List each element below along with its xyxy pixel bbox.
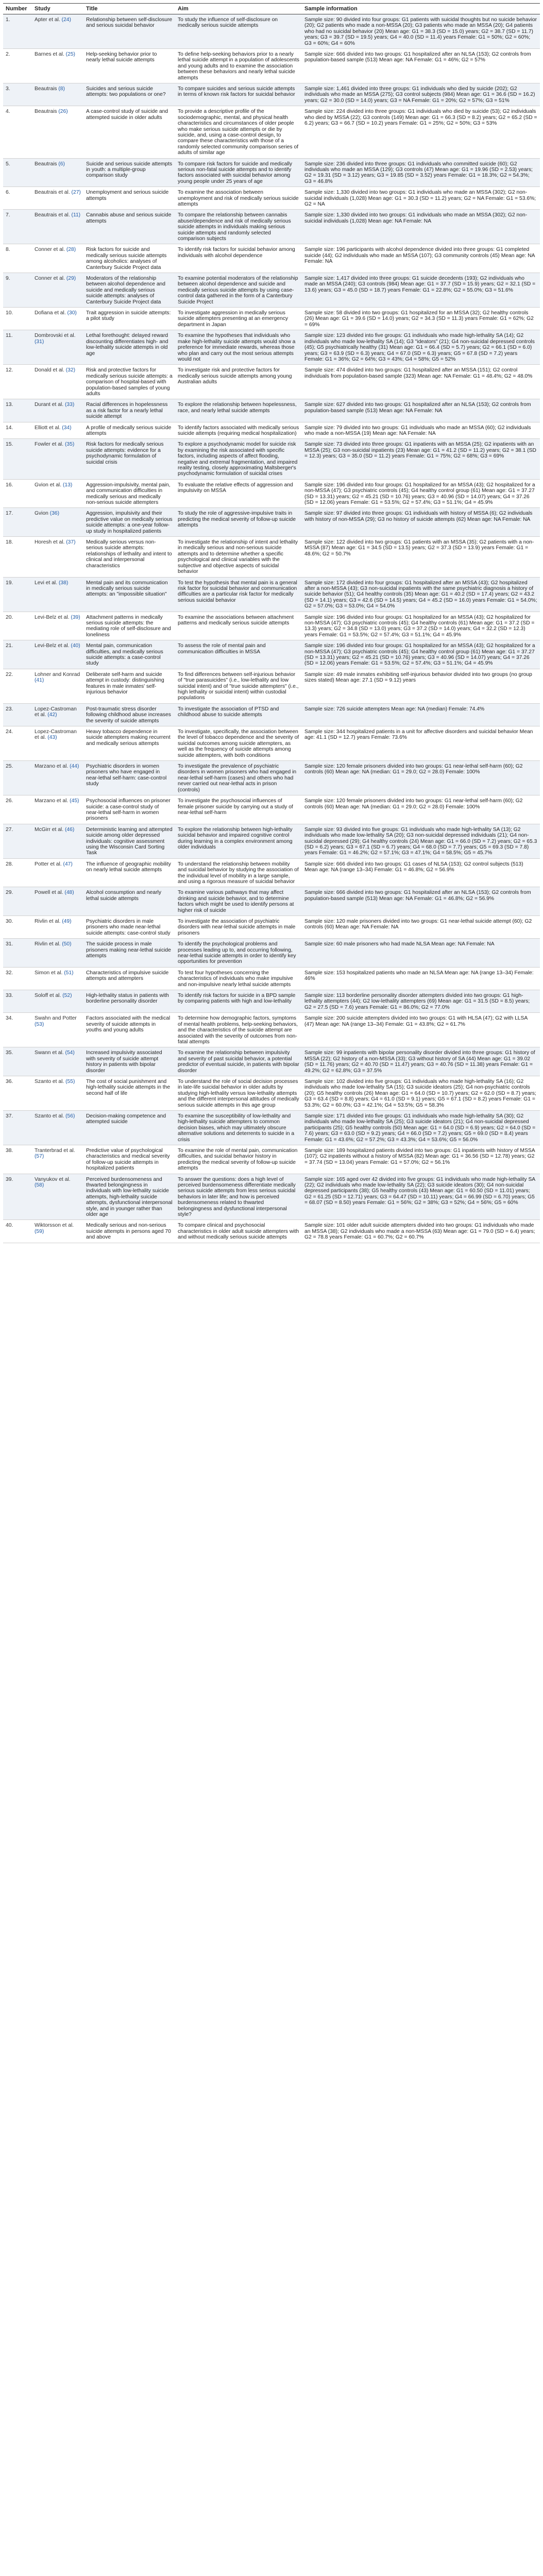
- row-study: Lopez-Castroman et al. (43): [32, 726, 83, 761]
- row-study: Dombrovski et al. (31): [32, 330, 83, 365]
- table-row: [3, 14, 540, 49]
- row-sample-information: Sample size: 189 hospitalized patients divided into two groups: G1 inpatients with history of MSSA (107); G2 inpatients without a history of MSSA (82) Mean age: G1 = 36.56 (SD = 12.78) years; G2 = 37.74 (SD = 13.04) years Female: G1 = 57.0%; G2 = 56.1%: [302, 1145, 540, 1174]
- row-sample-information: Sample size: 93 divided into five groups: G1 individuals who made high-lethality SA (13); G2 individuals who made low-lethality SA (20); G3 non-suicidal depressed individuals (21); G4 non-suicidal depressed (29); G4 healthy controls (24) Mean age: G1 = 66.0 (SD = 7.2) years; G2 = 65.3 (SD = 6.2) years; G3 = 67.1 (SD = 6.7) years; G4 = 68.0 (SD = 7.7) years; G5 = 69.3 (SD = 7.8) years Female: G1 = 46.2%; G2 = 57.1%; G3 = 47.1%; G4 = 58.5%; G5 = 45.7%: [302, 824, 540, 858]
- row-number: 26.: [3, 795, 32, 824]
- reference-link[interactable]: (46): [64, 826, 75, 833]
- table-row: [3, 1220, 540, 1243]
- row-aim: To study the influence of self-disclosure on medically serious suicide attempts: [175, 14, 302, 49]
- row-number: 7.: [3, 210, 32, 244]
- row-study: Beautrais (26): [32, 106, 83, 158]
- table-row: [3, 244, 540, 273]
- row-aim: To investigate risk and protective factors for medically serious suicide attempts among young Australian adults: [175, 365, 302, 399]
- row-sample-information: Sample size: 344 hospitalized patients in a unit for affective disorders and suicidal behavior Mean age: 41.1 (SD = 12.7) years Female: 73.6%: [302, 726, 540, 761]
- reference-link[interactable]: (43): [47, 735, 57, 741]
- row-title: Predictive value of psychological characteristics and medical severity of follow-up suicide attempts in hospitalized patients: [83, 1145, 175, 1174]
- table-row: [3, 612, 540, 640]
- table-row: [3, 49, 540, 83]
- reference-link[interactable]: (31): [35, 338, 44, 345]
- reference-link[interactable]: (53): [35, 1021, 44, 1027]
- row-sample-information: Sample size: 1,417 divided into three groups: G1 suicide decedents (193); G2 individuals who made an MSSA (240); G3 controls (984) Mean age: G1 = 37.7 (SD = 15.9) years; G2 = 32.1 (SD = 13.6) years; G3 = 45.0 (SD = 18.7) years Female: G1 = 22.8%; G2 = 55.0%; G3 = 51.6%: [302, 273, 540, 308]
- table-body: [3, 14, 540, 1243]
- row-aim: To determine how demographic factors, symptoms of mental health problems, help-seeking behaviors, and the characteristics of the suicide attempt are associated with the severity of outcomes from non-fatal attempts: [175, 1013, 302, 1047]
- reference-link[interactable]: (8): [58, 86, 65, 92]
- row-title: Suicides and serious suicide attempts: two populations or one?: [83, 83, 175, 106]
- row-aim: To investigate the prevalence of psychiatric disorders in women prisoners who had engaged in near-lethal self-harm (cases) and others who had never carried out near-lethal acts in prison (controls): [175, 761, 302, 795]
- row-title: Deliberate self-harm and suicide attempt in custody: distinguishing features in male inmates' self-injurious behavior: [83, 669, 175, 703]
- table-row: [3, 669, 540, 703]
- row-sample-information: Sample size: 666 divided into two groups: G1 cases of NLSA (153); G2 control subjects (513) Mean age: NA (range 13–34) Female: G1 = 46.8%; G2 = 56.9%: [302, 858, 540, 887]
- row-study: Rivlin et al. (50): [32, 939, 83, 968]
- row-sample-information: Sample size: 196 divided into four groups: G1 hospitalized for an MSSA (43); G2 hospitalized for a non-MSSA (47); G3 psychiatric controls (45); G4 healthy control group (61) Mean age: G1 = 37.27 (SD = 13.31) years; G2 = 45.21 (SD = 10.76) years; G3 = 40.96 (SD = 14.07) years; G4 = 37.26 (SD = 12.06) years Female: G1 = 53.5%; G2 = 57.4%; G3 = 51.1%; G4 = 45.9%: [302, 479, 540, 508]
- table-row: [3, 1145, 540, 1174]
- row-aim: To investigate the association of psychiatric disorders with near-lethal suicide attempts in male prisoners: [175, 916, 302, 939]
- table-row: [3, 726, 540, 761]
- row-aim: To study the role of aggressive-impulsive traits in predicting the medical severity of follow-up suicide attempts: [175, 508, 302, 537]
- row-aim: To examine various pathways that may affect drinking and suicide behavior, and to determine factors which might be used to identify persons at higher risk of suicide: [175, 887, 302, 916]
- row-aim: To compare suicides and serious suicide attempts in terms of known risk factors for suicidal behavior: [175, 83, 302, 106]
- table-row: [3, 106, 540, 158]
- row-aim: To evaluate the relative effects of aggression and impulsivity on MSSA: [175, 479, 302, 508]
- row-study: Conner et al. (29): [32, 273, 83, 308]
- row-sample-information: Sample size: 666 divided into two groups: G1 hospitalized after an NLSA (153); G2 controls from population-based sample (513) Mean age: NA Female: G1 = 46%; G2 = 57%: [302, 49, 540, 83]
- row-number: 14.: [3, 422, 32, 439]
- table-row: [3, 967, 540, 990]
- table-header: [3, 4, 540, 14]
- table-row: [3, 795, 540, 824]
- reference-link[interactable]: (55): [65, 1078, 75, 1084]
- row-aim: To examine the susceptibility of low-lethality and high-lethality suicide attempters to common decision biases, which may ultimately obscure alternative solutions and deterrents to suicide in a crisis: [175, 1110, 302, 1145]
- row-sample-information: Sample size: 666 divided into two groups: G1 hospitalized after an NLSA (153); G2 controls from population-based sample (513) Mean age: NA Female: G1 = 46.8%; G2 = 56.9%: [302, 887, 540, 916]
- reference-link[interactable]: (26): [58, 109, 68, 115]
- table-row: [3, 887, 540, 916]
- row-title: Deterministic learning and attempted suicide among older depressed individuals: cognitive assessment using the Wisconsin Card Sorting Task: [83, 824, 175, 858]
- row-number: 3.: [3, 83, 32, 106]
- row-number: 11.: [3, 330, 32, 365]
- reference-link[interactable]: (42): [47, 712, 57, 718]
- row-study: Potter et al. (47): [32, 858, 83, 887]
- row-sample-information: Sample size: 120 female prisoners divided into two groups: G1 near-lethal self-harm (60); G2 controls (60) Mean age: NA (median: G1 = 29.0; G2 = 28.0) Female: 100%: [302, 795, 540, 824]
- row-number: 34.: [3, 1013, 32, 1047]
- row-study: Beautrais (8): [32, 83, 83, 106]
- row-study: Lohner and Konrad (41): [32, 669, 83, 703]
- row-study: Donald et al. (32): [32, 365, 83, 399]
- table-row: [3, 1110, 540, 1145]
- row-title: Increased impulsivity associated with severity of suicide attempt history in patients with bipolar disorder: [83, 1047, 175, 1076]
- row-sample-information: Sample size: 474 divided into two groups: G1 hospitalized after an MSSA (151); G2 control individuals from population-based sample (323) Mean age: NA Female: G1 = 48.4%; G2 = 48.0%: [302, 365, 540, 399]
- row-sample-information: Sample size: 58 divided into two groups: G1 hospitalized for an MSSA (32); G2 healthy controls (26) Mean age: G1 = 39.6 (SD = 14.0) years; G2 = 34.3 (SD = 11.3) years Female: G1 = 62%; G2 = 69%: [302, 308, 540, 330]
- row-aim: To identify risk factors for suicidal behavior among individuals with alcohol dependence: [175, 244, 302, 273]
- table-row: [3, 990, 540, 1013]
- row-study: Beautrais et al. (27): [32, 187, 83, 210]
- header-aim: Aim: [175, 4, 302, 14]
- reference-link[interactable]: (24): [61, 17, 71, 23]
- table-row: [3, 508, 540, 537]
- row-title: Psychiatric disorders in male prisoners who made near-lethal suicide attempts: case-control study: [83, 916, 175, 939]
- row-aim: To identify risk factors for suicide in a BPD sample by comparing patients with high and low-lethality: [175, 990, 302, 1013]
- row-study: Elliott et al. (34): [32, 422, 83, 439]
- row-number: 6.: [3, 187, 32, 210]
- row-number: 32.: [3, 967, 32, 990]
- row-number: 16.: [3, 479, 32, 508]
- row-number: 35.: [3, 1047, 32, 1076]
- row-study: Horesh et al. (37): [32, 537, 83, 577]
- reference-link[interactable]: (37): [66, 539, 76, 546]
- row-title: A case-control study of suicide and attempted suicide in older adults: [83, 106, 175, 158]
- row-number: 25.: [3, 761, 32, 795]
- table-row: [3, 640, 540, 669]
- table-row: [3, 439, 540, 479]
- row-study: Powell et al. (48): [32, 887, 83, 916]
- reference-link[interactable]: (44): [70, 764, 79, 770]
- row-study: Barnes et al. (25): [32, 49, 83, 83]
- row-title: Moderators of the relationship between alcohol dependence and suicide and medically serious suicide attempts: analyses of Canterbury Suicide Project data: [83, 273, 175, 308]
- table-row: [3, 1047, 540, 1076]
- row-study: Dofiana et al. (30): [32, 308, 83, 330]
- row-number: 21.: [3, 640, 32, 669]
- reference-link[interactable]: (28): [66, 247, 76, 253]
- studies-table: [3, 3, 540, 1243]
- reference-link[interactable]: (40): [71, 643, 80, 649]
- row-study: Wiktorsson et al. (59): [32, 1220, 83, 1243]
- row-title: Lethal forethought: delayed reward discounting differentiates high- and low-lethality suicide attempts in old age: [83, 330, 175, 365]
- row-study: Tranterbrad et al. (57): [32, 1145, 83, 1174]
- row-number: 13.: [3, 399, 32, 422]
- reference-link[interactable]: (50): [62, 941, 72, 947]
- row-aim: To investigate the association of PTSD and childhood abuse to suicide attempts: [175, 703, 302, 726]
- reference-link[interactable]: (32): [65, 367, 75, 374]
- row-sample-information: Sample size: 101 older adult suicide attempters divided into two groups: G1 individuals who made an MSSA (38); G2 individuals who made a non-MSSA (63) Mean age: G1 = 79.0 (SD = 6.4) years; G2 = 78.8 years Female: G1 = 60.7%; G2 = 60.7%: [302, 1220, 540, 1243]
- row-aim: To examine the relationship between impulsivity and severity of past suicidal behavior, a potential predictor of eventual suicide, in patients with bipolar disorder: [175, 1047, 302, 1076]
- row-title: Racial differences in hopelessness as a risk factor for a nearly lethal suicide attempt: [83, 399, 175, 422]
- reference-link[interactable]: (36): [49, 511, 60, 517]
- row-title: Psychiatric disorders in women prisoners who have engaged in near-lethal self-harm: case-control study: [83, 761, 175, 795]
- table-row: [3, 83, 540, 106]
- reference-link[interactable]: (47): [63, 861, 73, 867]
- row-sample-information: Sample size: 196 divided into four groups: G1 hospitalized for an MSSA (43); G2 hospitalized for non-MSSA (47); G3 psychiatric controls (45); G4 healthy controls (61) Mean age: G1 = 37.2 (SD = 13.3) years; G2 = 34.8 (SD = 13.0) years; G3 = 37.2 (SD = 14.0) years; G4 = 32.2 (SD = 12.3) years Female: G1 = 53.5%; G2 = 57.4%; G3 = 51.1%; G4 = 45.9%: [302, 612, 540, 640]
- row-aim: To identify the psychological problems and processes leading up to, and occurring following, near-lethal suicide attempts in order to identify key opportunities for prevention: [175, 939, 302, 968]
- table-row: [3, 479, 540, 508]
- row-title: Risk factors for medically serious suicide attempts: evidence for a psychodynamic formulation of suicidal crisis: [83, 439, 175, 479]
- row-aim: To examine the association between unemployment and risk of medically serious suicide attempts: [175, 187, 302, 210]
- reference-link[interactable]: (58): [35, 1182, 44, 1189]
- row-study: Simon et al. (51): [32, 967, 83, 990]
- row-title: Heavy tobacco dependence in suicide attempters making recurrent and medically serious attempts: [83, 726, 175, 761]
- row-number: 30.: [3, 916, 32, 939]
- row-sample-information: Sample size: 49 male inmates exhibiting self-injurious behavior divided into two groups (no group sizes stated) Mean age: 27.1 (SD = 9.12) years: [302, 669, 540, 703]
- row-number: 9.: [3, 273, 32, 308]
- row-number: 24.: [3, 726, 32, 761]
- row-title: Decision-making competence and attempted suicide: [83, 1110, 175, 1145]
- reference-link[interactable]: (56): [65, 1113, 75, 1119]
- row-study: Gvion et al. (13): [32, 479, 83, 508]
- row-aim: To understand the relationship between mobility and suicidal behavior by studying the association of the individual level of mobility in a large sample, and using a rigorous measure of suicidal behavior: [175, 858, 302, 887]
- row-sample-information: Sample size: 627 divided into two groups: G1 hospitalized after an NLSA (153); G2 controls from population-based sample (513) Mean age: NA Female: NA: [302, 399, 540, 422]
- reference-link[interactable]: (38): [58, 580, 69, 586]
- row-sample-information: Sample size: 1,461 divided into three groups: G1 individuals who died by suicide (202); G2 individuals who made an MSSA (275); G3 control subjects (984) Mean age: G1 = 36.6 (SD = 16.2) years; G2 = 30.0 (SD = 14.0) years; G3 = NA Female: G1 = 20%; G2 = 57%; G3 = 51%: [302, 83, 540, 106]
- reference-link[interactable]: (25): [65, 52, 75, 58]
- reference-link[interactable]: (41): [35, 677, 44, 684]
- row-number: 39.: [3, 1174, 32, 1220]
- row-study: Marzano et al. (44): [32, 761, 83, 795]
- row-study: Gvion (36): [32, 508, 83, 537]
- row-title: Trait aggression in suicide attempts: a pilot study: [83, 308, 175, 330]
- table-row: [3, 365, 540, 399]
- row-sample-information: Sample size: 224 divided into three groups: G1 individuals who died by suicide (53); G2 individuals who died by MSSA (22); G3 controls (149) Mean age: G1 = 66.3 (SD = 8.2) years; G2 = 65.2 (SD = 6.2) years; G3 = 66.7 (SD = 10.2) years Female: G1 = 25%; G2 = 50%; G3 = 53%: [302, 106, 540, 158]
- row-sample-information: Sample size: 113 borderline personality disorder attempters divided into two groups: G1 high-lethality attempters (44); G2 low-lethality attempters (69) Mean age: G1 = 31.5 (SD = 8.5) years; G2 = 27.5 (SD = 7.6) years Female: G1 = 86.0%; G2 = 77.0%: [302, 990, 540, 1013]
- row-number: 31.: [3, 939, 32, 968]
- row-number: 36.: [3, 1076, 32, 1110]
- row-aim: To compare clinical and psychosocial characteristics in older adult suicide attempters with and without medically serious suicide attempts: [175, 1220, 302, 1243]
- row-title: Psychosocial influences on prisoner suicide: a case-control study of near-lethal self-harm in women prisoners: [83, 795, 175, 824]
- row-aim: To investigate the relationship of intent and lethality in medically serious and non-serious suicide attempts and to determine whether a specific psychological and clinical variables with the subjective and objective aspects of suicidal behavior: [175, 537, 302, 577]
- row-aim: To define help-seeking behaviors prior to a nearly lethal suicide attempt in a population of adolescents and young adults and to examine the association between these behaviors and nearly lethal suicide attempts: [175, 49, 302, 83]
- row-title: Mental pain, communication difficulties, and medically serious suicide attempts: a case-control study: [83, 640, 175, 669]
- reference-link[interactable]: (39): [71, 614, 80, 620]
- row-aim: To understand the role of social decision processes in late-life suicidal behavior in older adults by studying high-lethality versus low-lethality attempts and the different interpersonal attitudes of medically serious suicide attempts in this age group: [175, 1076, 302, 1110]
- row-aim: To answer the questions: does a high level of perceived burdensomeness differentiate medically serious suicide attempts from less serious suicidal behaviors in later life; and how is perceived burdensomeness related to thwarted belongingness and dysfunctional interpersonal style?: [175, 1174, 302, 1220]
- row-title: Alcohol consumption and nearly lethal suicide attempts: [83, 887, 175, 916]
- table-row: [3, 210, 540, 244]
- row-number: 2.: [3, 49, 32, 83]
- row-sample-information: Sample size: 90 divided into four groups: G1 patients with suicidal thoughts but no suicide behavior (20); G2 patients who made a non-MSSA (20); G3 patients who made an MSSA (20); G4 patients who had no suicidal behavior (20) Mean age: G1 = 38.3 (SD = 15.0) years; G2 = 38.7 (SD = 11.7) years; G3 = 39.7 (SD = 19.5) years; G4 = 40.0 (SD = 11.4) years Female: G1 = 50%; G2 = 60%; G3 = 60%; G4 = 60%: [302, 14, 540, 49]
- row-title: Attachment patterns in medically serious suicide attempts: the mediating role of self-disclosure and loneliness: [83, 612, 175, 640]
- table-row: [3, 330, 540, 365]
- table-row: [3, 858, 540, 887]
- reference-link[interactable]: (29): [66, 276, 76, 282]
- row-title: Medically serious and non-serious suicide attempts in persons aged 70 and above: [83, 1220, 175, 1243]
- row-number: 23.: [3, 703, 32, 726]
- row-number: 5.: [3, 158, 32, 187]
- row-sample-information: Sample size: 1,330 divided into two groups: G1 individuals who made an MSSA (302); G2 non-suicidal individuals (1,028) Mean age: G1 = 30.3 (SD = 11.2) years; G2 = NA Female: G1 = 53.6%; G2 = NA: [302, 187, 540, 210]
- row-title: The cost of social punishment and high-lethality suicide attempts in the second half of life: [83, 1076, 175, 1110]
- row-sample-information: Sample size: 120 female prisoners divided into two groups: G1 near-lethal self-harm (60); G2 controls (60) Mean age: NA (median: G1 = 29.0; G2 = 28.0) Female: 100%: [302, 761, 540, 795]
- row-title: A profile of medically serious suicide attempts: [83, 422, 175, 439]
- row-sample-information: Sample size: 200 suicide attempters divided into two groups: G1 with HLSA (47); G2 with LLSA (47) Mean age: NA (range 13–34) Female: G1 = 43.8%; G2 = 61.7%: [302, 1013, 540, 1047]
- row-number: 8.: [3, 244, 32, 273]
- row-aim: To examine potential moderators of the relationship between alcohol dependence and suicide and medically serious suicide attempts by using case-control data gathered in the form of a Canterbury Suicide Project: [175, 273, 302, 308]
- row-title: Medically serious versus non-serious suicide attempts: relationships of lethality and intent to clinical and interpersonal characteristics: [83, 537, 175, 577]
- row-title: Factors associated with the medical severity of suicide attempts in youths and young adults: [83, 1013, 175, 1047]
- row-title: The suicide process in male prisoners making near-lethal suicide attempts: [83, 939, 175, 968]
- row-study: Apter et al. (24): [32, 14, 83, 49]
- reference-link[interactable]: (51): [64, 970, 74, 976]
- row-study: Levi et al. (38): [32, 577, 83, 612]
- row-title: Aggression, impulsivity and their predictive value on medically serious suicide attempts: a one-year follow-up study in hospitalized patients: [83, 508, 175, 537]
- table-row: [3, 158, 540, 187]
- row-number: 4.: [3, 106, 32, 158]
- table-row: [3, 703, 540, 726]
- header-row: [3, 4, 540, 14]
- reference-link[interactable]: (6): [58, 161, 65, 167]
- row-sample-information: Sample size: 102 divided into five groups: G1 individuals who made high-lethality SA (16); G2 individuals who made low-lethality SA (15); G3 suicide ideators (25); G4 non-psychiatric controls (20); G5 healthy controls (26) Mean age: G1 = 64.0 (SD = 10.7) years; G2 = 62.0 (SD = 8.7) years; G3 = 63.4 (SD = 8.8) years; G4 = 61.0 (SD = 9.1) years; G5 = 67.1 (SD = 8.2) years Female: G1 = 53.3%; G2 = 60.0%; G3 = 42.1%; G4 = 53.5%; G5 = 58.3%: [302, 1076, 540, 1110]
- table-row: [3, 761, 540, 795]
- row-aim: To test the hypothesis that mental pain is a general risk factor for suicidal behavior and communication difficulties are a particular risk factor for medically serious suicidal behavior: [175, 577, 302, 612]
- table-row: [3, 1174, 540, 1220]
- row-sample-information: Sample size: 99 inpatients with bipolar personality disorder divided into three groups: G1 history of MSSA (22); G2 history of a non-MSSA (33); G3 without history of SA (44) Mean age: G1 = 39.02 (SD = 11.76) years; G2 = 40.70 (SD = 11.47) years; G3 = 40.76 (SD = 11.38) years Female: G1 = 49.2%; G2 = 62.8%; G3 = 37.5%: [302, 1047, 540, 1076]
- row-title: Post-traumatic stress disorder following childhood abuse increases the severity of suicide attempts: [83, 703, 175, 726]
- table-row: [3, 577, 540, 612]
- row-number: 19.: [3, 577, 32, 612]
- row-study: Beautrais (6): [32, 158, 83, 187]
- row-aim: To test four hypotheses concerning the characteristics of individuals who make impulsive and non-impulsive nearly lethal suicide attempts: [175, 967, 302, 990]
- row-study: Vanyukov et al. (58): [32, 1174, 83, 1220]
- table-row: [3, 537, 540, 577]
- reference-link[interactable]: (49): [62, 919, 72, 924]
- row-title: Aggression-impulsivity, mental pain, and communication difficulties in medically serious and medically non-serious suicide attempters: [83, 479, 175, 508]
- row-number: 29.: [3, 887, 32, 916]
- row-sample-information: Sample size: 1,330 divided into two groups: G1 individuals who made an MSSA (302); G2 non-suicidal individuals (1,028) Mean age: NA Female: NA: [302, 210, 540, 244]
- table-row: [3, 939, 540, 968]
- row-study: Soloff et al. (52): [32, 990, 83, 1013]
- table-row: [3, 422, 540, 439]
- row-sample-information: Sample size: 196 divided into four groups: G1 hospitalized for an MSSA (43); G2 hospitalized for a non-MSSA (47); G3 psychiatric controls (45); G4 healthy control group (61) Mean age: G1 = 37.27 (SD = 13.31) years; G2 = 45.21 (SD = 10.76) years; G3 = 40.96 (SD = 14.07) years; G4 = 37.26 (SD = 12.06) years Female: G1 = 53.5%; G2 = 57.4%; G3 = 51.1%; G4 = 45.9%: [302, 640, 540, 669]
- row-sample-information: Sample size: 172 divided into four groups: G1 hospitalized after an MSSA (43); G2 hospitalized after a non-MSSA (43); G3 non-suicidal inpatients with the same psychiatric diagnosis a history of suicide behavior (51); G4 healthy controls (35) Mean age: G1 = 40.2 (SD = 17.4) years; G2 = 43.2 (SD = 14.1) years; G3 = 42.6 (SD = 14.5) years; G4 = 45.2 (SD = 16.0) years Female: G1 = 54.0%; G2 = 57.0%; G3 = 53.0%; G4 = 54.0%: [302, 577, 540, 612]
- row-study: McGirr et al. (46): [32, 824, 83, 858]
- row-study: Conner et al. (28): [32, 244, 83, 273]
- row-aim: To examine the associations between attachment patterns and medically serious suicide attempts: [175, 612, 302, 640]
- row-number: 20.: [3, 612, 32, 640]
- row-sample-information: Sample size: 122 divided into two groups: G1 patients with an MSSA (35); G2 patients with a non-MSSA (87) Mean age: G1 = 34.5 (SD = 13.5) years; G2 = 37.3 (SD = 13.9) years Female: G1 = 48.6%; G2 = 50.7%: [302, 537, 540, 577]
- row-study: Szanto et al. (56): [32, 1110, 83, 1145]
- table-row: [3, 916, 540, 939]
- row-sample-information: Sample size: 236 divided into three groups: G1 individuals who committed suicide (60); G2 individuals who made an MSSA (129); G3 controls (47) Mean age: G1 = 19.96 (SD = 2.53) years; G2 = 19.31 (SD = 3.12) years; G3 = 19.85 (SD = 3.52) years Female: G1 = 18.3%; G2 = 54.3%; G3 = 46.8%: [302, 158, 540, 187]
- row-aim: To compare the relationship between cannabis abuse/dependence and risk of medically serious suicide attempts in individuals making serious suicide attempts and randomly selected comparison subjects: [175, 210, 302, 244]
- row-aim: To explore the relationship between high-lethality suicidal behavior and impaired cognitive control during learning in a complex environment among older individuals: [175, 824, 302, 858]
- row-aim: To explore a psychodynamic model for suicide risk by examining the risk associated with specific factors, including aspects of affect flooding, negative and extremal fragmentation, and impaired reality testing, closely approximating Maltsberger's psychodynamic formulation of suicidal crises: [175, 439, 302, 479]
- row-title: Risk factors for suicide and medically serious suicide attempts among alcoholics: analyses of Canterbury Suicide Project data: [83, 244, 175, 273]
- row-aim: To assess the role of mental pain and communication difficulties in MSSA: [175, 640, 302, 669]
- row-number: 15.: [3, 439, 32, 479]
- row-study: Fowler et al. (35): [32, 439, 83, 479]
- row-study: Beautrais et al. (11): [32, 210, 83, 244]
- row-study: Szanto et al. (55): [32, 1076, 83, 1110]
- reference-link[interactable]: (34): [62, 425, 72, 431]
- reference-link[interactable]: (45): [70, 798, 79, 804]
- row-aim: To provide a descriptive profile of the sociodemographic, mental, and physical health characteristics and circumstances of older people who make serious suicide attempts or die by suicide, and, using a case-control design, to compare these characteristics with those of a randomly selected community comparison series of adults of similar age: [175, 106, 302, 158]
- header-study: Study: [32, 4, 83, 14]
- reference-link[interactable]: (48): [64, 890, 74, 896]
- row-study: Levi-Belz et al. (39): [32, 612, 83, 640]
- reference-link[interactable]: (27): [71, 190, 81, 196]
- header-number: Number: [3, 4, 32, 14]
- row-number: 22.: [3, 669, 32, 703]
- row-study: Swahn and Potter (53): [32, 1013, 83, 1047]
- reference-link[interactable]: (54): [65, 1050, 75, 1056]
- row-title: Risk and protective factors for medically serious suicide attempts: a comparison of hospital-based with population-based samples of young adults: [83, 365, 175, 399]
- row-number: 18.: [3, 537, 32, 577]
- row-sample-information: Sample size: 153 hospitalized patients who made an NLSA Mean age: NA (range 13–34) Female: 46%: [302, 967, 540, 990]
- row-aim: To investigate the psychosocial influences of female prisoner suicide by carrying out a study of near-lethal self-harm: [175, 795, 302, 824]
- row-aim: To examine the role of mental pain, communication difficulties, and suicidal behavior history in predicting the medical severity of follow-up suicide attempts: [175, 1145, 302, 1174]
- row-title: Characteristics of impulsive suicide attempts and attempters: [83, 967, 175, 990]
- row-study: Levi-Belz et al. (40): [32, 640, 83, 669]
- row-title: High-lethality status in patients with borderline personality disorder: [83, 990, 175, 1013]
- row-title: Mental pain and its communication in medically serious suicide attempts: an "impossible situation": [83, 577, 175, 612]
- row-number: 28.: [3, 858, 32, 887]
- row-sample-information: Sample size: 165 aged over 42 divided into five groups: G1 individuals who made high-lethality SA (22); G2 individuals who made low-lethality SA (22); G3 suicide ideators (30); G4 non-suicidal depressed participants (38); G5 healthy controls (43) Mean age: G1 = 60.50 (SD = 11.01) years; G2 = 61.25 (SD = 12.71) years; G3 = 64.47 (SD = 10.11) years; G4 = 66.99 (SD = 6.70) years; G5 = 68.07 (SD = 8.50) years Female: G1 = 56%; G2 = 38%; G3 = 52%; G4 = 56%; G5 = 60%: [302, 1174, 540, 1220]
- header-title: Title: [83, 4, 175, 14]
- row-study: Lopez-Castroman et al. (42): [32, 703, 83, 726]
- row-sample-information: Sample size: 196 participants with alcohol dependence divided into three groups: G1 completed suicide (44); G2 individuals who made an MSSA (107); G3 community controls (45) Mean age: NA Female: NA: [302, 244, 540, 273]
- row-study: Marzano et al. (45): [32, 795, 83, 824]
- row-aim: To find differences between self-injurious behavior of "true parasuicides" (i.e., low-lethality and low suicidal intent) and of "true suicide attempters" (i.e., high lethality or suicidal intent) within custodial populations: [175, 669, 302, 703]
- row-title: The influence of geographic mobility on nearly lethal suicide attempts: [83, 858, 175, 887]
- row-sample-information: Sample size: 60 male prisoners who had made NLSA Mean age: NA Female: NA: [302, 939, 540, 968]
- table-row: [3, 308, 540, 330]
- header-sample-information: Sample information: [302, 4, 540, 14]
- row-title: Suicide and serious suicide attempts in youth: a multiple-group comparison study: [83, 158, 175, 187]
- row-study: Durant et al. (33): [32, 399, 83, 422]
- row-study: Swann et al. (54): [32, 1047, 83, 1076]
- row-study: Rivlin et al. (49): [32, 916, 83, 939]
- row-sample-information: Sample size: 171 divided into five groups: G1 individuals who made high-lethality SA (30); G2 individuals who made low-lethality SA (25); G3 suicide ideators (21); G4 non-suicidal depressed participants (25); G5 healthy controls (50) Mean age: G1 = 64.0 (SD = 6.9) years; G2 = 64.0 (SD = 7.6) years; G3 = 63.0 (SD = 9.2) years; G4 = 66.0 (SD = 7.2) years; G5 = 69.0 (SD = 8.4) years Female: G1 = 43.6%; G2 = 57.2%; G3 = 43.3%; G4 = 53.6%; G5 = 56.0%: [302, 1110, 540, 1145]
- row-aim: To explore the relationship between hopelessness, race, and nearly lethal suicide attempts: [175, 399, 302, 422]
- row-number: 40.: [3, 1220, 32, 1243]
- row-aim: To compare risk factors for suicide and medically serious non-fatal suicide attempts and to identify factors associated with suicidal behavior among young people under 25 years of age: [175, 158, 302, 187]
- row-sample-information: Sample size: 97 divided into three groups: G1 individuals with history of MSSA (6); G2 individuals with history of non-MSSA (29); G3 no history of suicide attempts (62) Mean age: NA Female: NA: [302, 508, 540, 537]
- row-title: Relationship between self-disclosure and serious suicidal behavior: [83, 14, 175, 49]
- row-number: 38.: [3, 1145, 32, 1174]
- reference-link[interactable]: (35): [64, 442, 75, 448]
- row-aim: To identify factors associated with medically serious suicide attempts (requiring medical hospitalization): [175, 422, 302, 439]
- reference-link[interactable]: (59): [35, 1228, 44, 1234]
- row-sample-information: Sample size: 123 divided into five groups: G1 individuals who made high-lethality SA (14); G2 individuals who made low-lethality SA (14); G3 "ideators" (21); G4 non-suicidal depressed controls (45); G5 psychiatrically healthy (31) Mean age: G1 = 66.4 (SD = 5.7) years; G2 = 66.1 (SD = 6.0) years; G3 = 63.9 (SD = 6.3) years; G4 = 67.0 (SD = 6.3) years; G5 = 67.8 (SD = 7.2) years Female: G1 = 36%; G2 = 64%; G3 = 43%; G4 = 58%; G5 = 52%: [302, 330, 540, 365]
- row-sample-information: Sample size: 726 suicide attempters Mean age: NA (median) Female: 74.4%: [302, 703, 540, 726]
- table-row: [3, 1076, 540, 1110]
- reference-link[interactable]: (30): [67, 310, 77, 316]
- reference-link[interactable]: (13): [62, 482, 73, 488]
- row-number: 27.: [3, 824, 32, 858]
- row-title: Help-seeking behavior prior to nearly lethal suicide attempts: [83, 49, 175, 83]
- row-title: Cannabis abuse and serious suicide attempts: [83, 210, 175, 244]
- table-row: [3, 824, 540, 858]
- row-title: Unemployment and serious suicide attempts: [83, 187, 175, 210]
- table-row: [3, 399, 540, 422]
- table-row: [3, 273, 540, 308]
- row-number: 10.: [3, 308, 32, 330]
- table-row: [3, 1013, 540, 1047]
- row-number: 17.: [3, 508, 32, 537]
- row-number: 37.: [3, 1110, 32, 1145]
- row-sample-information: Sample size: 73 divided into three groups: G1 inpatients with an MSSA (25); G2 inpatients with an MSSA (25); G3 non-suicidal inpatients (23) Mean age: G1 = 41.2 (SD = 11.2) years; G2 = 38.1 (SD = 12.3) years; G3 = 35.0 (SD = 11.2) years Female: G1 = 75%; G2 = 68%; G3 = 69%: [302, 439, 540, 479]
- row-sample-information: Sample size: 120 male prisoners divided into two groups: G1 near-lethal suicide attempt (60); G2 controls (60) Mean age: NA Female: NA: [302, 916, 540, 939]
- reference-link[interactable]: (33): [64, 402, 75, 408]
- row-aim: To investigate aggression in medically serious suicide attempters presenting at an emergency department in Japan: [175, 308, 302, 330]
- row-title: Perceived burdensomeness and thwarted belongingness in individuals with low-lethality suicide attempts, high-lethality suicide attempts, dysfunctional interpersonal style, and in younger rather than older age: [83, 1174, 175, 1220]
- table-row: [3, 187, 540, 210]
- row-sample-information: Sample size: 79 divided into two groups: G1 individuals who made an MSSA (60); G2 individuals who made a non-MSSA (19) Mean age: NA Female: NA: [302, 422, 540, 439]
- row-number: 12.: [3, 365, 32, 399]
- row-number: 1.: [3, 14, 32, 49]
- reference-link[interactable]: (57): [35, 1154, 44, 1160]
- row-aim: To investigate, specifically, the association between the level of tobacco dependence and the severity of suicidal outcomes among suicide attempters, as well as the frequency of suicide attempts among suicide attempters, with both conditions: [175, 726, 302, 761]
- reference-link[interactable]: (52): [62, 993, 72, 999]
- row-aim: To examine the hypotheses that individuals who make high-lethality suicide attempts would show a preference for immediate rewards, whereas those who plan and carry out the most serious attempts would not: [175, 330, 302, 365]
- reference-link[interactable]: (11): [71, 212, 81, 218]
- row-number: 33.: [3, 990, 32, 1013]
